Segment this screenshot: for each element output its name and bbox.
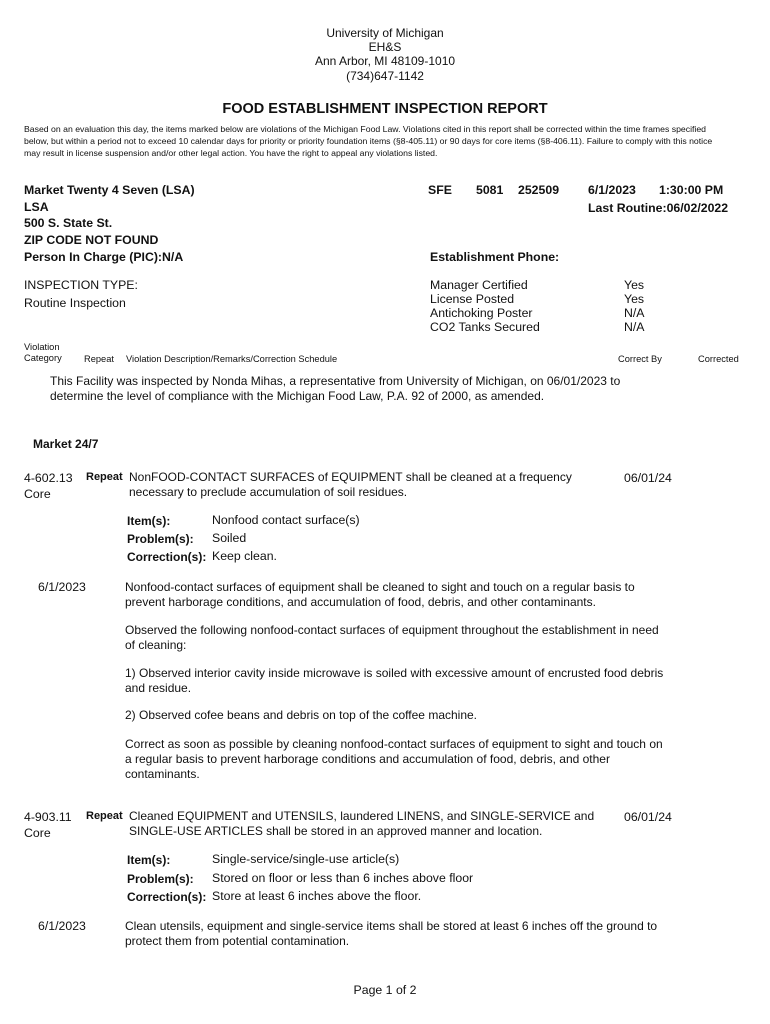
agency-phone: (734)647-1142	[346, 69, 424, 83]
problems-label: Problem(s):	[127, 872, 194, 886]
violation-correct-by: 06/01/24	[624, 471, 672, 485]
establishment-address: 500 S. State St.	[24, 216, 113, 230]
violation-correct-by: 06/01/24	[624, 810, 672, 824]
remark-paragraph: Observed the following nonfood-contact surfaces of equipment throughout the establishment in need of cleaning:	[125, 623, 659, 652]
pic-value: N/A	[162, 250, 184, 264]
col-description: Violation Description/Remarks/Correction Schedule	[126, 354, 338, 364]
col-repeat: Repeat	[84, 354, 114, 364]
violation-description: NonFOOD-CONTACT SURFACES of EQUIPMENT shall be cleaned at a frequency necessary to preclude accumulation of soil residues.	[129, 470, 572, 499]
remark-date: 6/1/2023	[38, 580, 86, 594]
page-number: Page 1 of 2	[353, 983, 417, 997]
check-label-co2-tanks: CO2 Tanks Secured	[430, 320, 540, 334]
col-corrected: Corrected	[698, 354, 739, 364]
problems-value: Soiled	[212, 531, 247, 545]
check-label-manager-certified: Manager Certified	[430, 278, 528, 292]
agency-name: University of Michigan	[326, 26, 444, 40]
items-value: Nonfood contact surface(s)	[212, 513, 360, 527]
remark-paragraph: Correct as soon as possible by cleaning nonfood-contact surfaces of equipment to sight and touch on a regular basis to prevent harborage conditions and accumulation of food, debris, and other contaminants.	[125, 737, 663, 781]
col-violation: Violation	[24, 342, 60, 352]
check-label-license-posted: License Posted	[430, 292, 515, 306]
section-title: Market 24/7	[33, 437, 99, 451]
person-in-charge	[24, 250, 183, 264]
agency-address: Ann Arbor, MI 48109-1010	[314, 54, 456, 68]
establishment-zip: ZIP CODE NOT FOUND	[24, 233, 159, 247]
last-routine-label: Last Routine:	[588, 201, 667, 215]
items-label: Item(s):	[127, 514, 171, 528]
report-title: FOOD ESTABLISHMENT INSPECTION REPORT	[222, 101, 548, 117]
correction-label: Correction(s):	[127, 890, 207, 904]
establishment-phone-label: Establishment Phone:	[430, 250, 560, 264]
check-label-antichoking-poster: Antichoking Poster	[430, 306, 533, 320]
last-routine-value: 06/02/2022	[666, 201, 729, 215]
violation-description: Cleaned EQUIPMENT and UTENSILS, laundered LINENS, and SINGLE-SERVICE and SINGLE-USE ARTICLES shall be stored in an approved manner and location.	[129, 809, 595, 838]
violation-category: Core	[24, 487, 51, 501]
inspection-type-label: INSPECTION TYPE:	[24, 278, 138, 292]
establishment-code-1: 5081	[476, 183, 504, 197]
violation-code: 4-903.11	[24, 810, 72, 824]
correction-value: Keep clean.	[212, 549, 277, 563]
repeat-flag: Repeat	[86, 471, 123, 483]
correction-value: Store at least 6 inches above the floor.	[212, 889, 422, 903]
problems-label: Problem(s):	[127, 532, 194, 546]
intro-paragraph: Based on an evaluation this day, the items marked below are violations of the Michigan Food Law. Violations cited in this report shall be corrected within the time frames specified below, but within a period not to exceed 10 calendar days for priority or priority foundation items (§8-405.11) or 90 days for core items (§8-406.11). Failure to comply with this notice may result in license suspension and/or other legal action. You have the right to appeal any violations listed.	[24, 124, 713, 158]
remark-paragraph: Nonfood-contact surfaces of equipment shall be cleaned to sight and touch on a regular basis to prevent harborage conditions, and accumulation of food, debris, and other contaminants.	[125, 580, 635, 609]
remark-date: 6/1/2023	[38, 919, 86, 933]
pic-label: Person In Charge (PIC):	[24, 250, 163, 264]
violation-code: 4-602.13	[24, 471, 73, 485]
problems-value: Stored on floor or less than 6 inches above floor	[212, 871, 474, 885]
last-routine	[588, 201, 728, 215]
repeat-flag: Repeat	[86, 810, 123, 822]
remark-paragraph: 1) Observed interior cavity inside microwave is soiled with excessive amount of encrusted food debris and residue.	[125, 666, 664, 695]
establishment-name: Market Twenty 4 Seven (LSA)	[24, 183, 195, 197]
violation-category: Core	[24, 826, 51, 840]
establishment-code-2: 252509	[518, 183, 560, 197]
agency-department: EH&S	[368, 40, 402, 54]
col-correct-by: Correct By	[618, 354, 662, 364]
col-category: Category	[24, 353, 62, 363]
check-value-co2-tanks: N/A	[624, 320, 645, 334]
establishment-unit: LSA	[24, 200, 49, 214]
items-value: Single-service/single-use article(s)	[212, 852, 400, 866]
remark-paragraph: Clean utensils, equipment and single-service items shall be stored at least 6 inches off the ground to protect them from potential contamination.	[125, 919, 658, 948]
check-value-antichoking-poster: N/A	[624, 306, 645, 320]
items-label: Item(s):	[127, 853, 171, 867]
correction-label: Correction(s):	[127, 550, 207, 564]
inspection-time: 1:30:00 PM	[659, 183, 724, 197]
inspection-date: 6/1/2023	[588, 183, 636, 197]
inspection-summary: This Facility was inspected by Nonda Mihas, a representative from University of Michigan, on 06/01/2023 to determine the level of compliance with the Michigan Food Law, P.A. 92 of 2000, as amended.	[50, 374, 621, 403]
check-value-manager-certified: Yes	[624, 278, 645, 292]
establishment-type: SFE	[428, 183, 452, 197]
inspection-type-value: Routine Inspection	[24, 296, 126, 310]
check-value-license-posted: Yes	[624, 292, 645, 306]
remark-paragraph: 2) Observed cofee beans and debris on top of the coffee machine.	[125, 708, 478, 722]
